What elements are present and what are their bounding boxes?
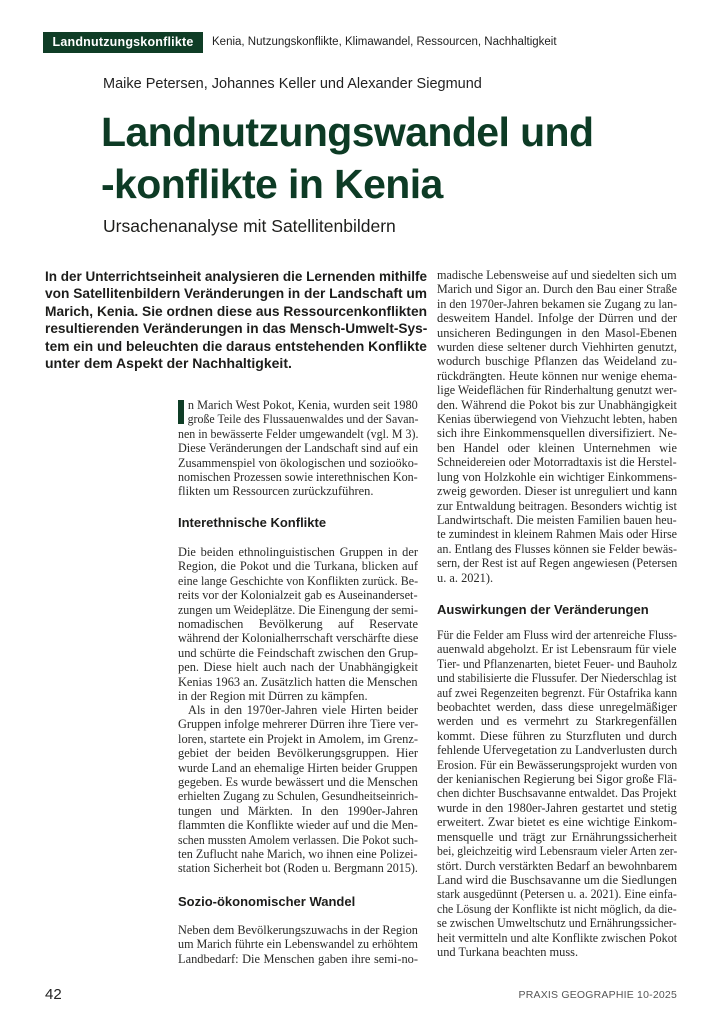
text-line: unter dem Aspekt der Nachhaltigkeit. [45,355,292,372]
text-line: n Marich West Pokot, Kenia, wurden seit 1980 [187,398,418,412]
text-line: stark ausgedünnt (Petersen u. a. 2021). Eine einfa- [437,887,677,902]
text-line: tungen und Märkten. In den 1990er-Jahren [178,803,418,818]
text-line: der kenianischen Regierung bei Sigor große Flä- [437,772,677,787]
text-line: Kenias überwiegend von Viehzucht lebten, haben [437,412,678,427]
text-line: wurden diese seltener durch Viehhirten genutzt, [437,340,677,355]
article-title [101,106,661,210]
text-line: Tier- und Pflanzenarten, bietet Feuer- und Bauholz [437,656,677,671]
keywords: Kenia, Nutzungskonflikte, Klimawandel, Ressourcen, Nachhaltigkeit [212,36,557,48]
text-line: nomischen Prozessen sowie interethnischen Kon- [178,470,418,485]
text-line: Region, die Pokot und die Turkana, blicken auf [178,559,418,574]
text-line: sich ihre Einkommensquellen diversifiziert. Ne- [437,426,677,441]
authors: Maike Petersen, Johannes Keller und Alexander Siegmund [103,76,482,92]
text-line: in der Region mit Dürren zu kämpfen. [178,689,368,704]
text-line: bei, gleichzeitig wird Lebensraum vieler Arten zer- [437,844,678,859]
text-line: und schürte die Feindschaft zwischen den Grup- [178,645,418,660]
text-line: tem ein und beleuchten die daraus entstehenden Konflikte [45,337,427,354]
text-line: ben Handel oder kleinen Unternehmen wie [437,440,677,455]
text-line: lige Weideflächen für Rinderhaltung genutzt wer- [437,383,677,398]
text-line: nomadischen Bevölkerung auf Reservate [178,617,418,632]
text-line: pen. Diese hielt auch nach der Unabhängigkeit [178,660,418,675]
text-line: während der Kolonialherrschaft verschärfte diese [178,631,419,646]
text-line: desweitem Handel. Infolge der Dürren und der [437,311,677,326]
text-line: Die beiden ethnolinguistischen Gruppen in der [178,545,418,559]
paragraph-2 [178,545,418,703]
text-line: wurde in den 1980er-Jahren gestartet und stetig [437,800,677,815]
text-line: gegeben. Es wurde bewässert und die Menschen [178,775,418,790]
intro-paragraph [45,268,427,372]
text-line: madische Lebensweise auf und siedelten sich um [437,268,677,282]
text-line: Landwirtschaft. Die meisten Familien bauen heu- [437,512,677,527]
text-line: und Turkana beachten muss. [437,944,579,959]
page-number: 42 [45,986,62,1003]
text-line: Landbedarf: Die Menschen gaben ihre semi-no- [178,951,418,966]
paragraph-4 [178,923,418,966]
text-line: auf zwei Regenzeiten begrenzt. Für Ostafrika kann [437,685,678,700]
text-line: sern, der Rest ist auf Regen angewiesen (Petersen [437,556,678,571]
section-heading: Sozio-ökonomischer Wandel [178,894,356,909]
text-line: Marich und Sigor an. Durch den Bau einer Straße [437,282,678,297]
text-line: nen in bewässerte Felder umgewandelt (vgl. M 3). [178,426,419,441]
text-line: te zumindest in kleinem Rahmen Mais oder Hirse [437,527,678,542]
text-line: Diese Veränderungen der Landschaft sind auf ein [178,441,419,456]
text-line: Zusammenspiel von ökologischen und sozioöko- [178,455,418,470]
text-line: loren, startete ein Projekt in Amolem, im Grenz- [178,731,418,746]
topic-tag: Landnutzungskonflikte [43,32,203,53]
text-line: mensquelle und trägt zur Ernährungssicherheit [437,829,677,844]
title-line: Landnutzungswandel und [101,109,594,155]
text-line: erhielten Zugang zu Schulen, Gesundheitseinrich- [178,789,419,804]
paragraph-5 [437,268,677,585]
text-line: station Sicherheit bot (Roden u. Bergmann 2015). [178,861,418,876]
text-line: von Satellitenbildern Veränderungen in der Landschaft um [45,285,427,302]
text-line: Marich, Kenia. Sie ordnen diese aus Ressourcenkonflikten [45,302,428,319]
text-line: se zwischen Umweltschutz und Ernährungssicher- [437,916,677,931]
text-line: Land wird die Buschsavanne um die Siedlungen [437,872,677,887]
text-line: um Marich führte ein Lebenswandel zu erhöhtem [178,937,418,952]
text-line: beobachtet werden, dass diese unregelmäßiger [437,700,677,715]
text-line: zur Entwaldung beitragen. Besonders wichtig ist [437,498,677,513]
text-line: den. Während die Pokot bis zur Unabhängigkeit [437,397,677,412]
text-line: che Lösung der Konflikte ist nicht möglich, da die- [437,901,677,916]
text-line: rückdrängten. Heute können nur wenige ehema- [437,368,677,383]
text-line: resultierenden Veränderungen in das Mensch-Umwelt-Sys- [45,320,428,337]
text-line: zungen um Weideplätze. Die Einengung der semi- [178,602,418,617]
text-line: in den 1970er-Jahren bekamen sie Zugang zu lan- [437,296,678,311]
text-line: schen mussten Amolem verlassen. Die Pokot such- [178,832,418,847]
text-line: auenwald abgeholzt. Er ist Lebensraum für viele [437,642,677,657]
paragraph-6 [437,628,677,959]
paragraph-1 [178,398,418,499]
section-heading: Interethnische Konflikte [178,515,327,530]
text-line: Gruppen infolge mehrerer Dürren ihre Tiere ver- [178,717,419,732]
text-line: u. a. 2021). [437,570,494,585]
title-line: -konflikte in Kenia [101,161,443,207]
text-line: Für die Felder am Fluss wird der artenreiche Fluss- [437,628,677,642]
text-line: stört. Durch verstärkten Bedarf an bewohnbarem [437,858,678,873]
text-line: zweig geworden. Dieser ist unreguliert und kann [437,484,678,499]
text-line: fehlende Ufervegetation zu Landverlusten durch [437,743,678,758]
paragraph-3 [178,703,418,876]
text-line: erweitert. Zwar bietet es eine wichtige Einkom- [437,815,677,830]
section-heading: Auswirkungen der Veränderungen [437,602,649,617]
text-line: eine lange Geschichte von Konflikten zurück. Be- [178,573,419,588]
text-line: große Teile des Flussauenwaldes und der Savan- [187,412,419,427]
text-line: flikten um Ressourcen zurückzuführen. [178,484,374,499]
text-line: In der Unterrichtseinheit analysieren die Lernenden mithilfe [45,268,427,284]
text-line: Neben dem Bevölkerungszuwachs in der Region [178,923,418,937]
text-line: ten Zuflucht nahe Marich, wo ihnen eine Polizei- [178,847,418,862]
text-line: Erosion. Für ein Bewässerungsprojekt wurden von [437,757,678,772]
text-line: und stabilisierte die Flussufer. Der Niederschlag ist [437,671,677,686]
text-line: kommt. Diese führen zu Sturzfluten und durch [437,728,677,743]
text-line: reits vor der Kolonialzeit gab es Auseinanderset- [178,588,418,603]
text-line: wurde Land an ehemalige Hirten beider Gruppen [178,760,418,775]
text-line: wodurch buschige Pflanzen das Weideland zu- [437,354,677,369]
text-line: unsicheren Bedingungen in den Masol-Ebenen [437,325,677,340]
journal-footer: PRAXIS GEOGRAPHIE 10-2025 [518,989,677,1001]
article-subtitle: Ursachenanalyse mit Satellitenbildern [103,216,396,236]
text-line: flammten die Konflikte wieder auf und die Men- [178,818,418,833]
text-line: gebiet der beiden Bevölkerungsgruppen. Hier [178,746,418,761]
text-line: lung von Holzkohle ein wichtiger Einkommens- [437,469,677,484]
text-line: heit vermitteln und alte Konflikte zwischen Pokot [437,930,678,945]
text-line: werden und es vermehrt zu Starkregenfällen [437,714,677,729]
text-line: Kenias 1963 an. Zusätzlich hatten die Menschen [178,674,418,689]
text-line: Schneidereien oder Motorradtaxis ist die Herstel- [437,455,677,470]
text-line: chen dichter Buschsavanne entwaldet. Das Projekt [437,786,677,801]
text-line: an. Entlang des Flusses können sie Felder bewäs- [437,541,678,556]
text-line: Als in den 1970er-Jahren viele Hirten beider [188,703,418,717]
